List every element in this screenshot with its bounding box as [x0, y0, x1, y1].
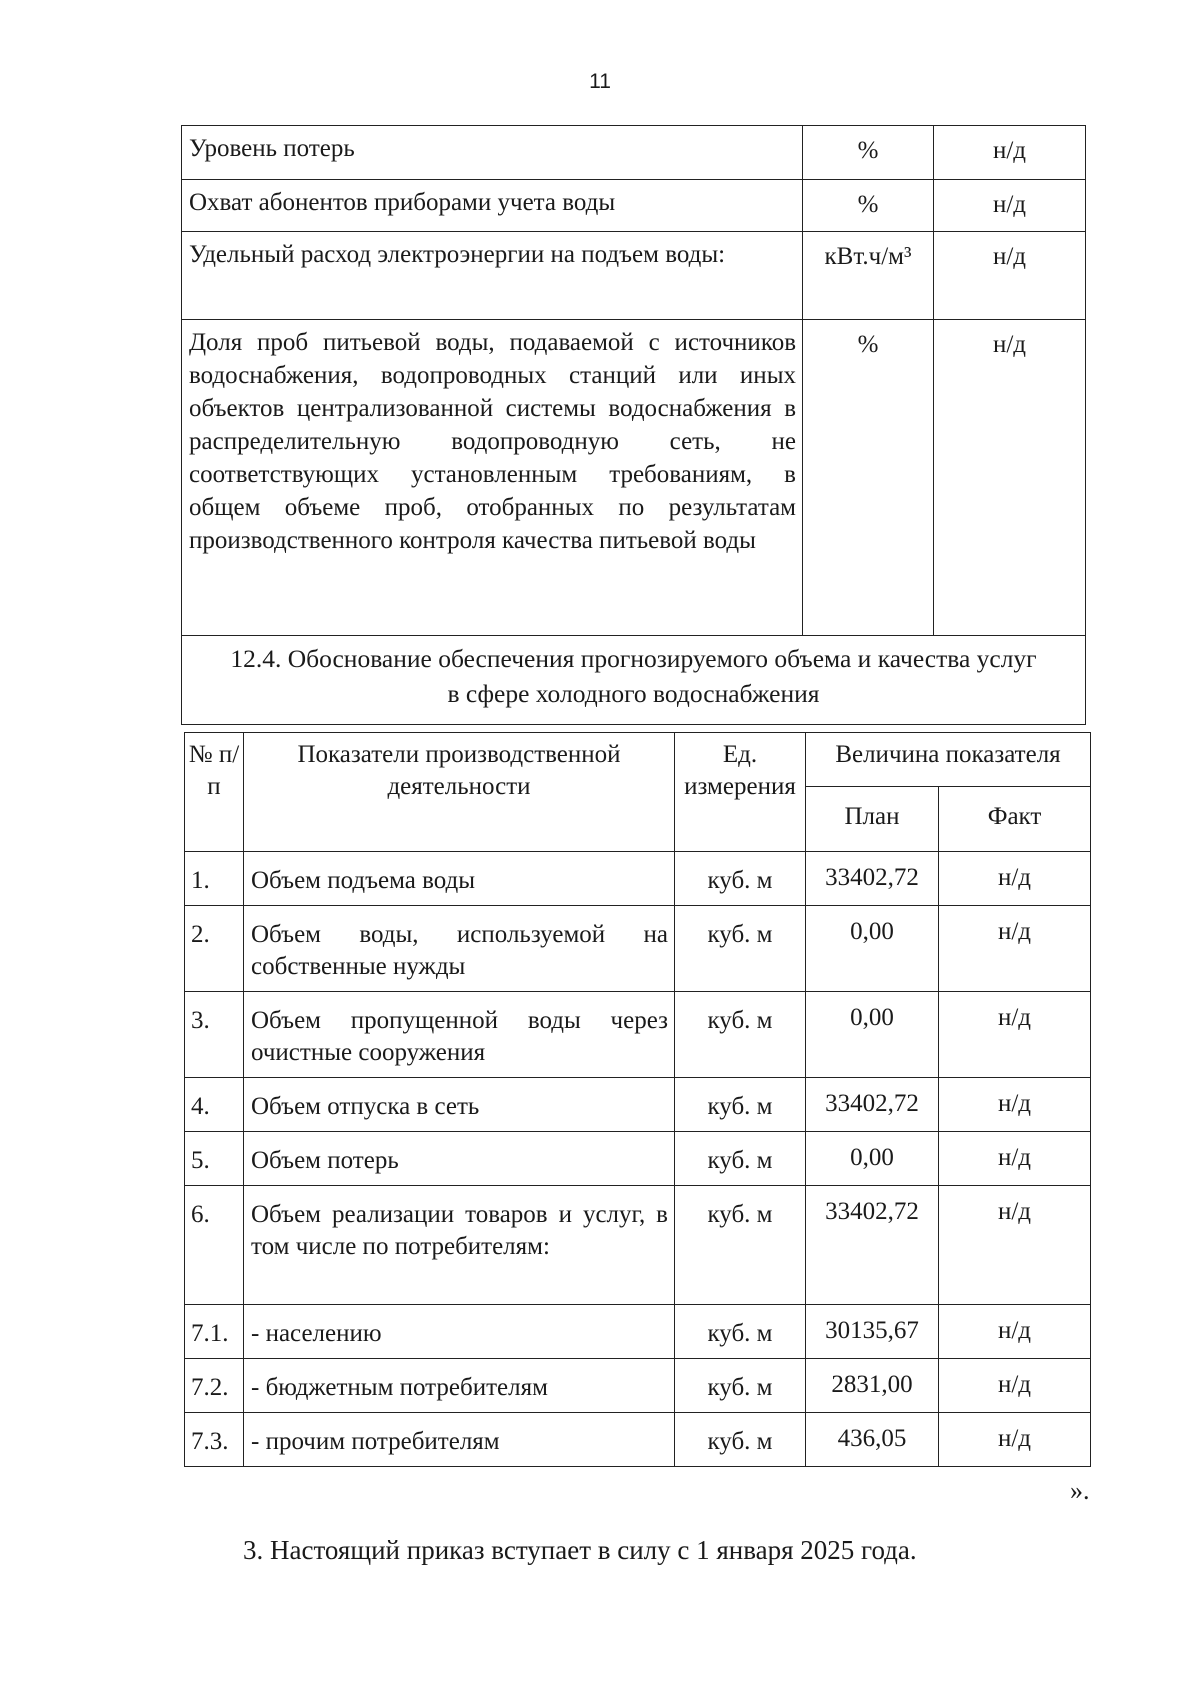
- row-unit: куб. м: [675, 1132, 806, 1186]
- section-title-row: [182, 636, 1086, 725]
- row-name: Объем потерь: [244, 1132, 675, 1186]
- row-num: 7.1.: [185, 1305, 244, 1359]
- row-num: 3.: [185, 992, 244, 1078]
- row-unit: куб. м: [675, 906, 806, 992]
- row-unit: куб. м: [675, 1413, 806, 1467]
- row-unit: куб. м: [675, 1359, 806, 1413]
- row-name: - населению: [244, 1305, 675, 1359]
- indicator-row: [182, 126, 1086, 180]
- row-plan: 33402,72: [806, 1186, 939, 1305]
- header-num: № п/п: [185, 733, 244, 852]
- page-number: 11: [589, 70, 611, 93]
- indicator-name: Охват абонентов приборами учета воды: [182, 180, 803, 232]
- row-plan: 33402,72: [806, 852, 939, 906]
- table-row: [185, 992, 1091, 1078]
- table-row: [185, 852, 1091, 906]
- row-fact: н/д: [939, 906, 1091, 992]
- header-indicator: Показатели производственной деятельности: [244, 733, 675, 852]
- row-plan: 2831,00: [806, 1359, 939, 1413]
- indicator-name: Уровень потерь: [182, 126, 803, 180]
- row-fact: н/д: [939, 1359, 1091, 1413]
- table-row: [185, 1413, 1091, 1467]
- indicator-value: н/д: [934, 126, 1086, 180]
- row-name: - бюджетным потребителям: [244, 1359, 675, 1413]
- row-fact: н/д: [939, 1132, 1091, 1186]
- table-row: [185, 1305, 1091, 1359]
- row-name: Объем подъема воды: [244, 852, 675, 906]
- row-plan: 0,00: [806, 992, 939, 1078]
- row-name: Объем реализации товаров и услуг, в том числе по потребителям:: [244, 1186, 675, 1305]
- header-fact: Факт: [939, 787, 1091, 852]
- row-fact: н/д: [939, 852, 1091, 906]
- row-plan: 0,00: [806, 906, 939, 992]
- row-unit: куб. м: [675, 1186, 806, 1305]
- row-num: 7.3.: [185, 1413, 244, 1467]
- indicator-unit: %: [803, 320, 934, 636]
- table-row: [185, 1078, 1091, 1132]
- row-fact: н/д: [939, 1186, 1091, 1305]
- row-unit: куб. м: [675, 1305, 806, 1359]
- final-paragraph: 3. Настоящий приказ вступает в силу с 1 января 2025 года.: [243, 1535, 917, 1565]
- indicator-unit: %: [803, 126, 934, 180]
- row-plan: 436,05: [806, 1413, 939, 1467]
- indicator-unit: %: [803, 180, 934, 232]
- row-num: 6.: [185, 1186, 244, 1305]
- indicator-value: н/д: [934, 232, 1086, 320]
- indicator-row: [182, 180, 1086, 232]
- table-row: [185, 1186, 1091, 1305]
- row-fact: н/д: [939, 1413, 1091, 1467]
- section-title: 12.4. Обоснование обеспечения прогнозируемого объема и качества услуг в сфере холодного водоснабжения: [182, 636, 1086, 725]
- row-plan: 0,00: [806, 1132, 939, 1186]
- indicator-value: н/д: [934, 180, 1086, 232]
- row-num: 4.: [185, 1078, 244, 1132]
- indicators-table: [181, 125, 1086, 725]
- header-value-group: Величина показателя: [806, 733, 1091, 787]
- row-num: 5.: [185, 1132, 244, 1186]
- indicator-unit: кВт.ч/м³: [803, 232, 934, 320]
- row-fact: н/д: [939, 1078, 1091, 1132]
- row-plan: 33402,72: [806, 1078, 939, 1132]
- row-name: Объем воды, используемой на собственные нужды: [244, 906, 675, 992]
- table-row: [185, 1132, 1091, 1186]
- row-name: - прочим потребителям: [244, 1413, 675, 1467]
- row-num: 7.2.: [185, 1359, 244, 1413]
- indicator-value: н/д: [934, 320, 1086, 636]
- row-fact: н/д: [939, 992, 1091, 1078]
- table-row: [185, 906, 1091, 992]
- indicator-row: [182, 232, 1086, 320]
- row-name: Объем отпуска в сеть: [244, 1078, 675, 1132]
- row-plan: 30135,67: [806, 1305, 939, 1359]
- indicator-name: Доля проб питьевой воды, подаваемой с источников водоснабжения, водопроводных станций или иных объектов централизованной системы водоснабжения в распределительную водопроводную сеть, не соответствующих установленным требованиям, в общем объеме проб, отобранных по результатам производственного контроля качества питьевой воды: [182, 320, 803, 636]
- closing-quote: ».: [1070, 1476, 1090, 1505]
- indicator-name: Удельный расход электроэнергии на подъем воды:: [182, 232, 803, 320]
- row-name: Объем пропущенной воды через очистные сооружения: [244, 992, 675, 1078]
- header-unit: Ед. измерения: [675, 733, 806, 852]
- indicator-row: [182, 320, 1086, 636]
- row-unit: куб. м: [675, 852, 806, 906]
- row-num: 2.: [185, 906, 244, 992]
- row-fact: н/д: [939, 1305, 1091, 1359]
- production-table: [184, 732, 1091, 1467]
- table-row: [185, 1359, 1091, 1413]
- row-unit: куб. м: [675, 992, 806, 1078]
- row-num: 1.: [185, 852, 244, 906]
- row-unit: куб. м: [675, 1078, 806, 1132]
- header-plan: План: [806, 787, 939, 852]
- header-row: [185, 733, 1091, 787]
